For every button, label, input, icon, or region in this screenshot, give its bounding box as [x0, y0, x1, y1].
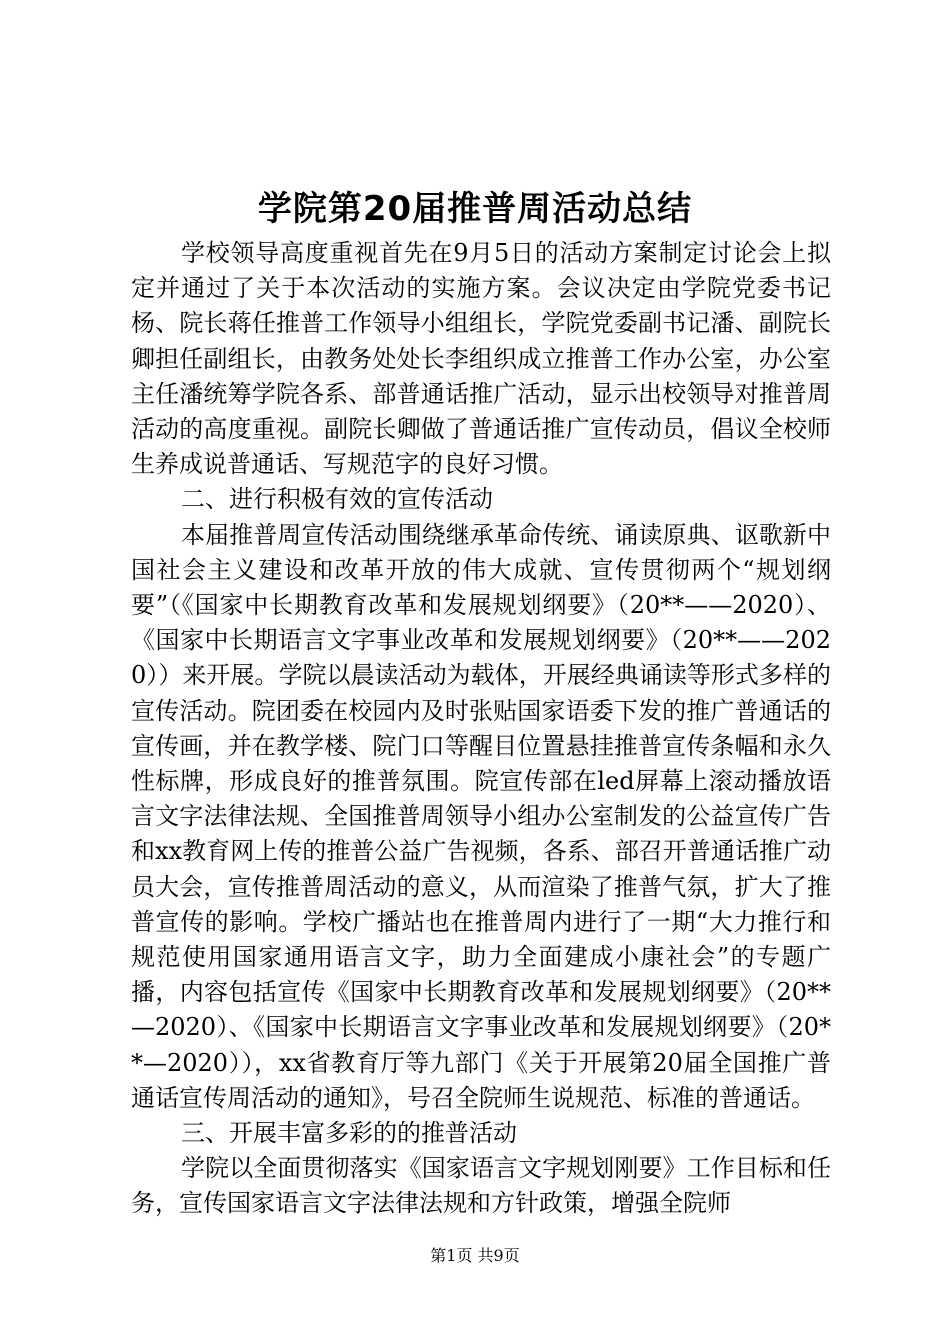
section-heading-activities: 三、开展丰富多彩的的推普活动	[181, 1119, 517, 1148]
section-heading-publicity: 二、进行积极有效的宣传活动	[181, 485, 493, 514]
document-title: 学院第20届推普周活动总结	[257, 189, 693, 229]
paragraph-activities: 学院以全面贯彻落实《国家语言文字规划刚要》工作目标和任务，宣传国家语言文字法律法规和方针政策，增强全院师	[131, 1154, 831, 1218]
page-number-footer: 第1页 共9页	[430, 1246, 520, 1265]
paragraph-leadership: 学校领导高度重视首先在9月5日的活动方案制定讨论会上拟定并通过了关于本次活动的实施方案。会议决定由学院党委书记杨、院长蒋任推普工作领导小组组长，学院党委副书记潘、副院长卿担任副组长，由教务处处长李组织成立推普工作办公室，办公室主任潘统筹学院各系、部普通话推广活动，显示出校领导对推普周活动的高度重视。副院长卿做了普通话推广宣传动员，倡议全校师生养成说普通话、写规范字的良好习惯。	[131, 239, 831, 479]
document-body	[131, 236, 831, 1222]
paragraph-publicity: 本届推普周宣传活动围绕继承革命传统、诵读原典、讴歌新中国社会主义建设和改革开放的伟大成就、宣传贯彻两个“规划纲要”（《国家中长期教育改革和发展规划纲要》（20**——2020）、《国家中长期语言文字事业改革和发展规划纲要》（20**——2020））来开展。学院以晨读活动为载体，开展经典诵读等形式多样的宣传活动。院团委在校园内及时张贴国家语委下发的推广普通话的宣传画，并在教学楼、院门口等醒目位置悬挂推普宣传条幅和永久性标牌，形成良好的推普氛围。院宣传部在led屏幕上滚动播放语言文字法律法规、全国推普周领导小组办公室制发的公益宣传广告和xx教育网上传的推普公益广告视频，各系、部召开普通话推广动员大会，宣传推普周活动的意义，从而渲染了推普气氛，扩大了推普宣传的影响。学校广播站也在推普周内进行了一期“大力推行和规范使用国家通用语言文字，助力全面建成小康社会”的专题广播，内容包括宣传《国家中长期教育改革和发展规划纲要》（20**—2020）、《国家中长期语言文字事业改革和发展规划纲要》（20**—2020）），xx省教育厅等九部门《关于开展第20届全国推广普通话宣传周活动的通知》，号召全院师生说规范、标准的普通话。	[131, 520, 831, 1112]
